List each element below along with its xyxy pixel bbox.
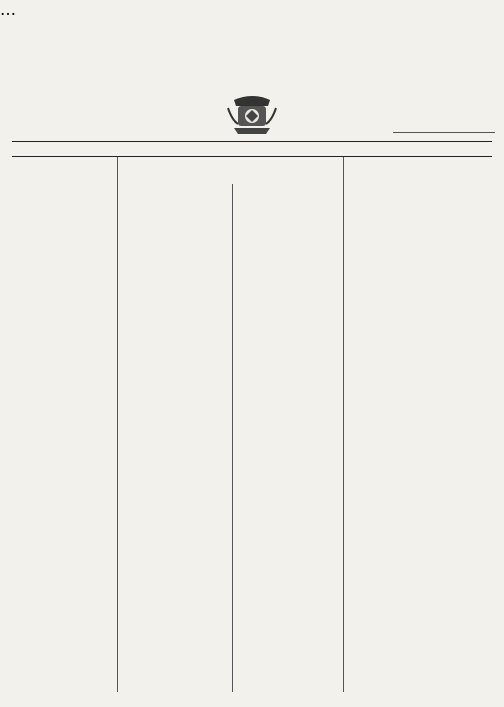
column-rule <box>232 184 233 692</box>
politics-article-text <box>12 172 115 690</box>
dateline <box>12 141 492 157</box>
column-rule <box>117 157 118 692</box>
lead-article-text-continued <box>235 185 341 326</box>
contact-info <box>393 132 495 134</box>
coat-of-arms-icon <box>224 92 280 138</box>
lead-article-text <box>120 185 230 326</box>
newspaper-page: … <box>0 0 504 707</box>
column-rule <box>343 157 344 692</box>
